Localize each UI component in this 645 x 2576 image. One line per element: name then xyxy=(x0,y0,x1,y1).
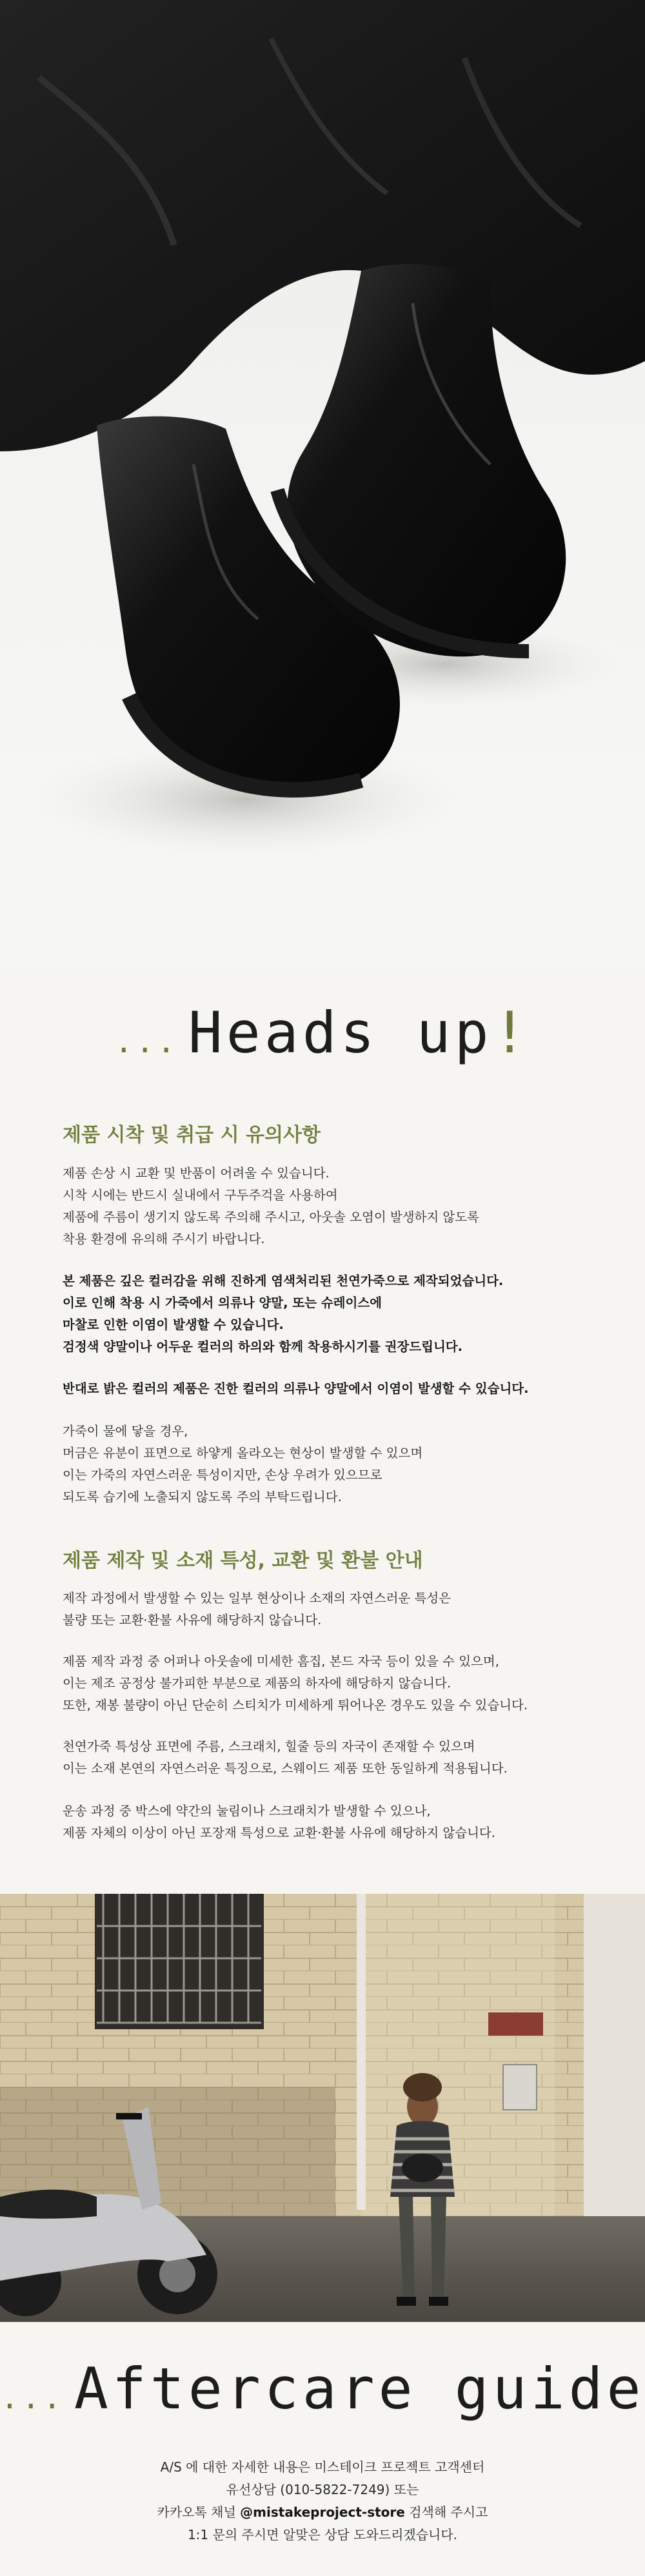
paragraph-dye-transfer xyxy=(63,1270,579,1358)
text-line: 검정색 양말이나 어두운 컬러의 하의와 함께 착용하시기를 권장드립니다. xyxy=(63,1339,463,1354)
contact-line: 1:1 문의 주시면 알맞은 상담 도와드리겠습니다. xyxy=(187,2527,458,2542)
paragraph-water-exposure xyxy=(63,1421,579,1508)
text-line: 이로 인해 착용 시 가죽에서 의류나 양말, 또는 슈레이스에 xyxy=(63,1295,382,1310)
text-line: 제품 자체의 이상이 아닌 포장재 특성으로 교환·환불 사유에 해당하지 않습니다. xyxy=(63,1825,495,1840)
aftercare-contact-info xyxy=(0,2456,645,2546)
contact-line-phone: 유선상담 (010-5822-7249) 또는 xyxy=(226,2482,419,2497)
hero-boots-photo xyxy=(0,0,645,967)
paragraph-fitting-care xyxy=(63,1163,579,1250)
text-line: 제품 손상 시 교환 및 반품이 어려울 수 있습니다. xyxy=(63,1166,330,1181)
notice-section xyxy=(0,967,645,1894)
text-line: 착용 환경에 유의해 주시기 바랍니다. xyxy=(63,1232,265,1246)
title-word: Heads up xyxy=(188,999,493,1066)
heads-up-title xyxy=(0,999,645,1066)
text-line: 머금은 유분이 표면으로 하얗게 올라오는 현상이 발생할 수 있으며 xyxy=(63,1446,423,1460)
text-line: 천연가죽 특성상 표면에 주름, 스크래치, 힐줄 등의 자국이 존재할 수 있으며 xyxy=(63,1739,475,1754)
kakao-suffix: 검색해 주시고 xyxy=(404,2504,488,2520)
section-heading-material: 제품 제작 및 소재 특성, 교환 및 환불 안내 xyxy=(63,1549,423,1572)
text-line: 이는 제조 공정상 불가피한 부분으로 제품의 하자에 해당하지 않습니다. xyxy=(63,1676,452,1691)
text-line: 본 제품은 깊은 컬러감을 위해 진하게 염색처리된 천연가죽으로 제작되었습니다. xyxy=(63,1273,504,1288)
boots-illustration xyxy=(0,0,645,967)
street-photo xyxy=(0,1894,645,2322)
text-line: 운송 과정 중 박스에 약간의 눌림이나 스크래치가 발생할 수 있으나, xyxy=(63,1804,431,1818)
text-line: 가죽이 물에 닿을 경우, xyxy=(63,1424,188,1439)
section-heading-fitting: 제품 시착 및 취급 시 유의사항 xyxy=(63,1124,321,1146)
paragraph-natural-traits xyxy=(63,1588,579,1631)
aftercare-title xyxy=(0,2355,645,2422)
text-line: 또한, 재봉 불량이 아닌 단순히 스티치가 미세하게 튀어나온 경우도 있을 수 있습니다. xyxy=(63,1698,528,1713)
title-dots: ... xyxy=(114,1024,179,1060)
paragraph-production-marks xyxy=(63,1651,579,1716)
text-line: 되도록 습기에 노출되지 않도록 주의 부탁드립니다. xyxy=(63,1490,342,1504)
text-line: 불량 또는 교환·환불 사유에 해당하지 않습니다. xyxy=(63,1613,322,1627)
kakao-channel-handle: @mistakeproject-store xyxy=(240,2504,405,2520)
title-word: Aftercare guide xyxy=(74,2355,645,2422)
title-dots: ... xyxy=(0,2380,64,2416)
paragraph-leather-characteristics xyxy=(63,1736,579,1780)
text-line: 시착 시에는 반드시 실내에서 구두주걱을 사용하여 xyxy=(63,1188,338,1203)
text-line: 이는 가죽의 자연스러운 특성이지만, 손상 우려가 있으므로 xyxy=(63,1468,382,1482)
contact-line-kakao xyxy=(0,2501,645,2524)
paragraph-shipping-box xyxy=(63,1800,579,1844)
text-line: 반대로 밝은 컬러의 제품은 진한 컬러의 의류나 양말에서 이염이 발생할 수 있습니다. xyxy=(63,1381,529,1396)
text-line: 제품 제작 과정 중 어퍼나 아웃솔에 미세한 흠집, 본드 자국 등이 있을 수 있으며, xyxy=(63,1654,499,1669)
kakao-prefix: 카카오톡 채널 xyxy=(157,2504,241,2520)
title-exclamation: ! xyxy=(492,999,531,1066)
street-scene-illustration xyxy=(0,1894,645,2322)
paragraph-light-color xyxy=(63,1378,579,1400)
text-line: 마찰로 인한 이염이 발생할 수 있습니다. xyxy=(63,1317,284,1332)
text-line: 제작 과정에서 발생할 수 있는 일부 현상이나 소재의 자연스러운 특성은 xyxy=(63,1591,452,1606)
aftercare-section xyxy=(0,2322,645,2576)
contact-line: A/S 에 대한 자세한 내용은 미스테이크 프로젝트 고객센터 xyxy=(160,2459,485,2475)
text-line: 이는 소재 본연의 자연스러운 특징으로, 스웨이드 제품 또한 동일하게 적용됩니다. xyxy=(63,1761,508,1776)
text-line: 제품에 주름이 생기지 않도록 주의해 주시고, 아웃솔 오염이 발생하지 않도록 xyxy=(63,1210,479,1224)
